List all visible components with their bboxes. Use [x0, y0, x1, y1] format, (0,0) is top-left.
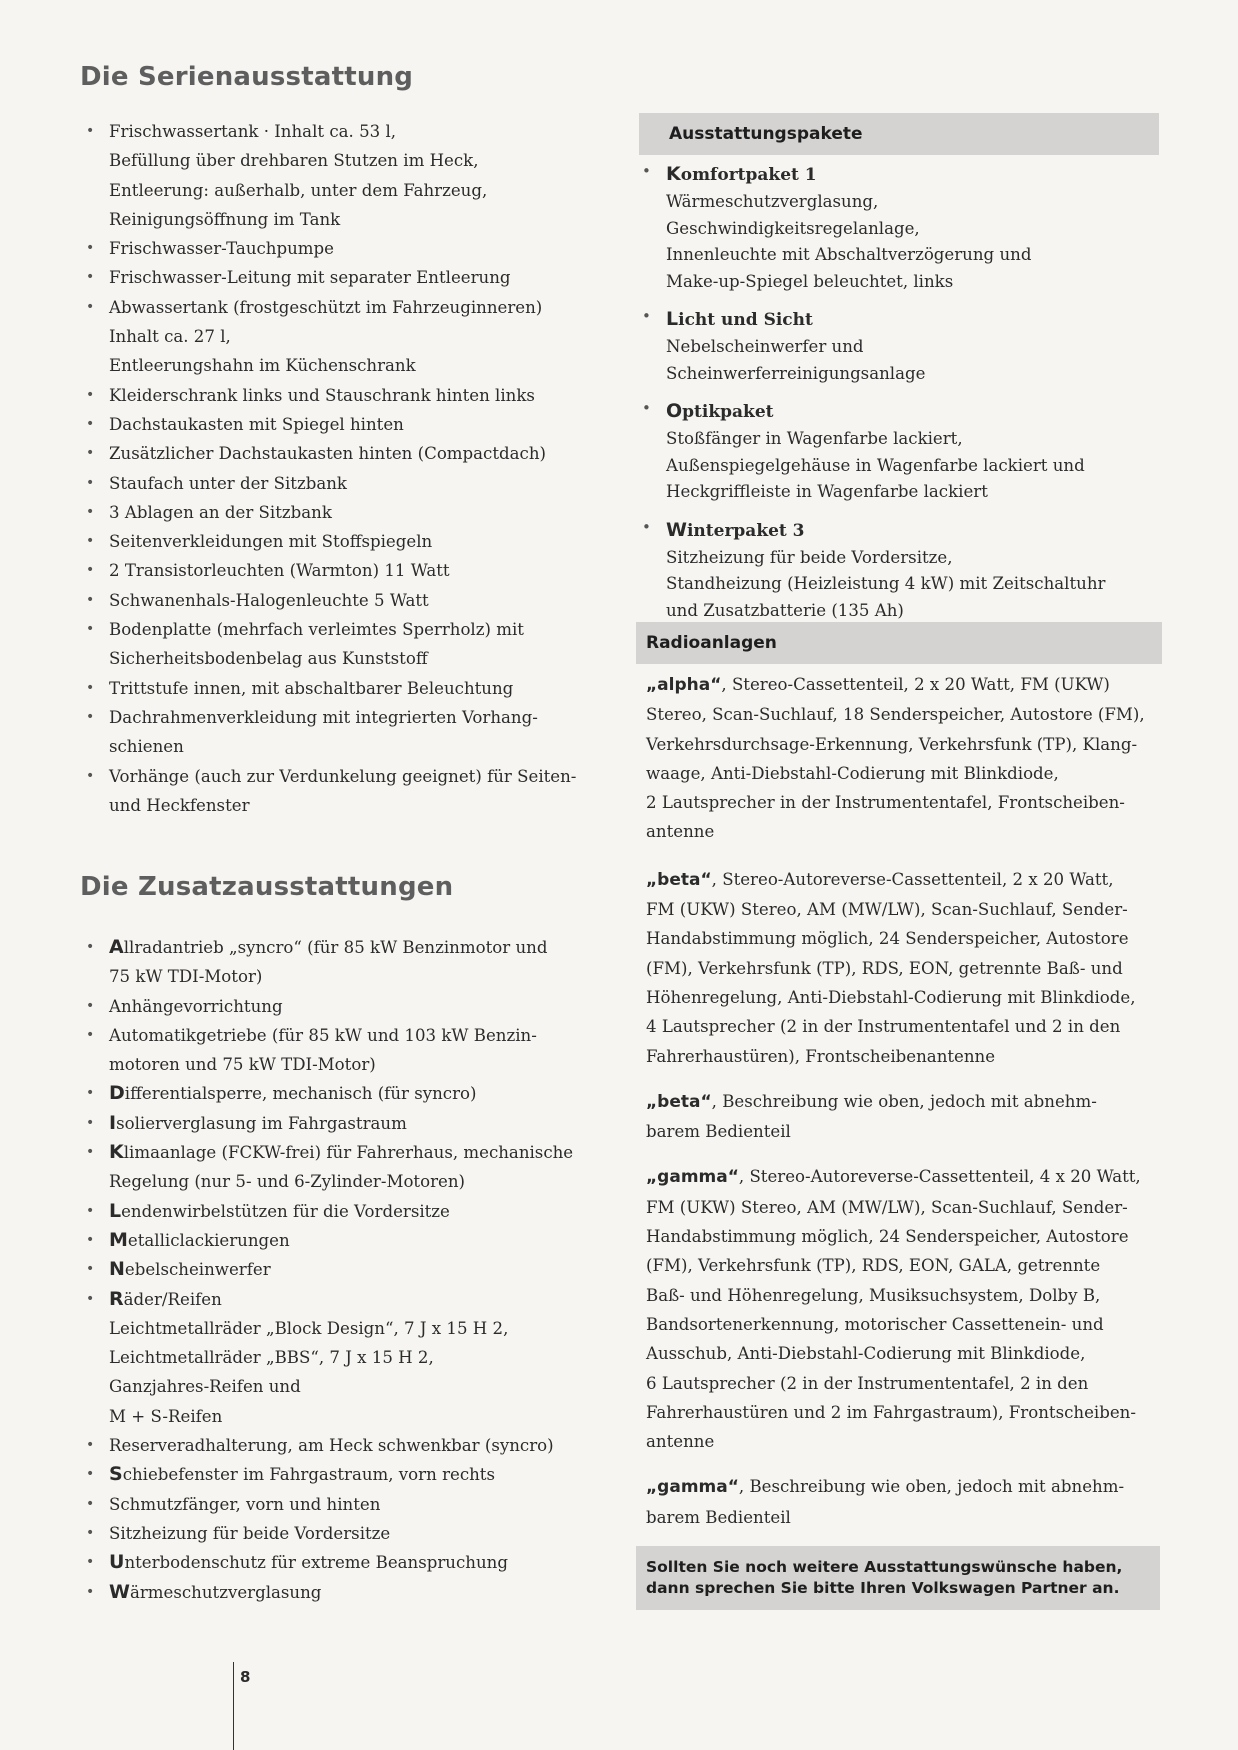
list-item: [80, 674, 620, 703]
list-item-line: • Seitenverkleidungen mit Stoffspiegeln: [109, 532, 433, 552]
radio-line: [646, 759, 1166, 788]
radio-text: Baß- und Höhenregelung, Musiksuchsystem, Dolby B,: [646, 1285, 1101, 1305]
list-item-line: Inhalt ca. 27 l,: [109, 327, 231, 347]
list-item: [80, 234, 620, 263]
list-item: [80, 992, 620, 1021]
package-line: Heckgriffleiste in Wagenfarbe lackiert: [666, 482, 988, 501]
radio-line: [646, 895, 1166, 924]
list-item-line: [109, 1255, 620, 1284]
list-item-line: Entleerung: außerhalb, unter dem Fahrzeug,: [109, 180, 488, 200]
list-item-line: [109, 1314, 620, 1343]
radio-entry: [646, 865, 1166, 1071]
package-item: [636, 516, 1166, 625]
list-item-text: Automatikgetriebe (für 85 kW und 103 kW Benzin-: [109, 1025, 537, 1045]
list-item-line: [109, 1197, 620, 1226]
radio-text: , Beschreibung wie oben, jedoch mit abnehm-: [738, 1477, 1125, 1497]
initial-letter: K: [109, 1141, 124, 1164]
package-line: Sitzheizung für beide Vordersitze,: [666, 547, 953, 567]
radio-name: „beta“: [646, 869, 712, 890]
list-item-line: [109, 1578, 620, 1607]
list-item-line: [109, 962, 620, 991]
list-item: [80, 1548, 620, 1577]
list-item-text: Ganzjahres-Reifen und: [109, 1377, 301, 1397]
package-line: Wärmeschutzverglasung,: [666, 192, 879, 211]
list-item-line: [109, 933, 620, 962]
serien-list: [80, 117, 620, 820]
radio-line: [646, 983, 1166, 1012]
radio-line: [646, 1472, 1166, 1502]
radio-line: [646, 1117, 1166, 1146]
note-line: Sollten Sie noch weitere Ausstattungswünsche haben,: [646, 1558, 1123, 1576]
package-item: [636, 305, 1166, 387]
package-line: Außenspiegelgehäuse in Wagenfarbe lackiert und: [666, 455, 1085, 475]
list-item-line: • 2 Transistorleuchten (Warmton) 11 Watt: [109, 561, 450, 581]
list-item: [80, 381, 620, 410]
list-item: [80, 615, 620, 674]
package-title-text: icht und Sicht: [678, 310, 813, 330]
radio-text: , Beschreibung wie oben, jedoch mit abnehm-: [711, 1091, 1097, 1111]
radio-text: Handabstimmung möglich, 24 Senderspeicher, Autostore: [646, 1227, 1129, 1247]
list-item-line: • Zusätzlicher Dachstaukasten hinten (Compactdach): [109, 444, 546, 464]
list-item-line: • Frischwasser-Tauchpumpe: [109, 239, 334, 259]
list-item-line: • Frischwassertank · Inhalt ca. 53 l,: [109, 122, 397, 141]
list-item-line: [109, 1079, 620, 1108]
radio-text: waage, Anti-Diebstahl-Codierung mit Blinkdiode,: [646, 763, 1059, 783]
radio-line: [646, 788, 1166, 817]
radio-text: barem Bedienteil: [646, 1122, 791, 1142]
list-item: [80, 1109, 620, 1138]
list-item-text: solierverglasung im Fahrgastraum: [116, 1113, 407, 1133]
list-item-line: Befüllung über drehbaren Stutzen im Heck,: [109, 151, 479, 171]
list-item-text: Reserveradhalterung, am Heck schwenkbar (syncro): [109, 1436, 554, 1456]
package-item: [636, 160, 1166, 295]
initial-letter: M: [109, 1228, 128, 1251]
initial-letter: L: [109, 1199, 122, 1222]
list-item: [80, 1138, 620, 1197]
list-item-text: ifferentialsperre, mechanisch (für syncro): [124, 1084, 477, 1104]
radio-text: 6 Lautsprecher (2 in der Instrumententafel, 2 in den: [646, 1373, 1089, 1393]
initial-letter: U: [109, 1551, 125, 1574]
list-item: [80, 117, 620, 234]
list-item: [80, 1578, 620, 1607]
package-line: Scheinwerferreinigungsanlage: [666, 363, 926, 383]
initial-letter: D: [109, 1082, 125, 1105]
list-item-line: • Abwassertank (frostgeschützt im Fahrzeuginneren): [109, 297, 543, 317]
list-item-text: äder/Reifen: [123, 1289, 222, 1309]
radio-line: [646, 730, 1166, 759]
radio-line: [646, 1427, 1166, 1456]
radio-text: Stereo, Scan-Suchlauf, 18 Senderspeicher, Autostore (FM),: [646, 705, 1145, 725]
list-item: [80, 1519, 620, 1548]
radio-text: Fahrerhaustüren und 2 im Fahrgastraum), Frontscheiben-: [646, 1402, 1136, 1422]
page-number: 8: [240, 1668, 251, 1686]
radio-text: antenne: [646, 1432, 715, 1452]
radio-line: [646, 1251, 1166, 1280]
radio-entry: [646, 1472, 1166, 1532]
package-item: [636, 397, 1166, 506]
list-item: [80, 410, 620, 439]
radio-text: antenne: [646, 822, 715, 842]
list-item-line: • Dachrahmenverkleidung mit integrierten Vorhang-: [109, 707, 538, 727]
radio-name: „beta“: [646, 1091, 712, 1112]
list-item-text: Sitzheizung für beide Vordersitze: [109, 1523, 391, 1543]
radio-line: [646, 1310, 1166, 1339]
radio-line: [646, 1222, 1166, 1251]
list-item-text: chiebefenster im Fahrgastraum, vorn rechts: [122, 1465, 495, 1485]
radio-line: [646, 1398, 1166, 1427]
initial-letter: K: [666, 163, 681, 185]
radio-text: Handabstimmung möglich, 24 Senderspeicher, Autostore: [646, 929, 1129, 949]
list-item: [80, 1285, 620, 1431]
list-item: [80, 1079, 620, 1108]
list-item-text: Leichtmetallräder „BBS“, 7 J x 15 H 2,: [109, 1348, 434, 1368]
pakete-list: [636, 160, 1166, 634]
list-item-line: [109, 1548, 620, 1577]
package-title: [666, 160, 1166, 189]
package-title-text: ptikpaket: [682, 402, 774, 422]
list-item-line: [109, 1431, 620, 1460]
package-line: Make-up-Spiegel beleuchtet, links: [666, 271, 954, 291]
note-line: dann sprechen Sie bitte Ihren Volkswagen Partner an.: [646, 1579, 1120, 1597]
radio-entry: [646, 1162, 1166, 1456]
radio-text: (FM), Verkehrsfunk (TP), RDS, EON, GALA, getrennte: [646, 1256, 1101, 1276]
list-item: [80, 1255, 620, 1284]
radio-text: barem Bedienteil: [646, 1507, 791, 1527]
initial-letter: O: [666, 400, 683, 422]
list-item-line: [109, 1460, 620, 1489]
list-item-text: Regelung (nur 5- und 6-Zylinder-Motoren): [109, 1172, 466, 1192]
radio-entry: [646, 1087, 1166, 1147]
package-line: Nebelscheinwerfer und: [666, 337, 864, 356]
radio-list: [646, 670, 1166, 1532]
list-item-line: [109, 1050, 620, 1079]
list-item-line: • Kleiderschrank links und Stauschrank hinten links: [109, 385, 535, 405]
package-title-text: omfortpaket 1: [680, 165, 817, 185]
list-item-line: • Frischwasser-Leitung mit separater Entleerung: [109, 268, 511, 288]
list-item-line: [109, 1519, 620, 1548]
package-line: Innenleuchte mit Abschaltverzögerung und: [666, 245, 1032, 264]
initial-letter: A: [109, 936, 124, 958]
radio-text: , Stereo-Autoreverse-Cassettenteil, 2 x 20 Watt,: [711, 869, 1114, 889]
list-item-line: • 3 Ablagen an der Sitzbank: [109, 502, 332, 522]
list-item: [80, 933, 620, 992]
list-item-line: [109, 1021, 620, 1050]
radio-text: Bandsortenerkennung, motorischer Cassettenein- und: [646, 1314, 1104, 1334]
list-item-text: endenwirbelstützen für die Vordersitze: [121, 1201, 450, 1221]
list-item-text: Anhängevorrichtung: [109, 996, 283, 1016]
radio-name: „gamma“: [646, 1167, 739, 1188]
list-item: [80, 703, 620, 762]
list-item-line: [109, 992, 620, 1021]
page-rule: [233, 1662, 234, 1750]
initial-letter: L: [666, 308, 679, 330]
list-item: [80, 1226, 620, 1255]
radio-line: [646, 1087, 1166, 1117]
list-item-line: [109, 1285, 620, 1314]
list-item-line: [109, 1490, 620, 1519]
list-item-text: Leichtmetallräder „Block Design“, 7 J x 15 H 2,: [109, 1318, 509, 1338]
initial-letter: W: [666, 518, 687, 541]
radio-line: [646, 700, 1166, 729]
list-item-line: [109, 1343, 620, 1372]
list-item: [80, 762, 620, 821]
list-item-line: [109, 1138, 620, 1167]
radio-name: „gamma“: [646, 1477, 739, 1498]
radio-text: , Stereo-Autoreverse-Cassettenteil, 4 x 20 Watt,: [738, 1167, 1141, 1187]
package-title: [666, 516, 1166, 545]
radio-text: 4 Lautsprecher (2 in der Instrumententafel und 2 in den: [646, 1017, 1121, 1037]
list-item-line: schienen: [109, 737, 184, 757]
initial-letter: W: [109, 1580, 130, 1603]
list-item: [80, 586, 620, 615]
radio-line: [646, 1162, 1166, 1192]
list-item-text: limaanlage (FCKW-frei) für Fahrerhaus, mechanische: [123, 1143, 574, 1163]
radio-line: [646, 1503, 1166, 1532]
initial-letter: I: [109, 1111, 117, 1134]
radio-line: [646, 1012, 1166, 1041]
list-item-line: [109, 1402, 620, 1431]
zusatz-heading: Die Zusatzausstattungen: [80, 872, 454, 902]
list-item-text: motoren und 75 kW TDI-Motor): [109, 1055, 376, 1075]
initial-letter: R: [109, 1287, 124, 1310]
list-item-line: [109, 1372, 620, 1401]
list-item-text: llradantrieb „syncro“ (für 85 kW Benzinmotor und: [123, 938, 548, 957]
radio-text: , Stereo-Cassettenteil, 2 x 20 Watt, FM (UKW): [721, 675, 1110, 694]
list-item-line: • Staufach unter der Sitzbank: [109, 473, 347, 493]
radio-text: Höhenregelung, Anti-Diebstahl-Codierung mit Blinkdiode,: [646, 987, 1136, 1007]
list-item-text: M + S-Reifen: [109, 1406, 223, 1426]
list-item-line: Entleerungshahn im Küchenschrank: [109, 356, 416, 376]
list-item-text: ärmeschutzverglasung: [129, 1582, 322, 1602]
package-line: Geschwindigkeitsregelanlage,: [666, 218, 920, 238]
list-item: [80, 527, 620, 556]
initial-letter: S: [109, 1463, 123, 1486]
list-item-text: nterbodenschutz für extreme Beanspruchung: [124, 1553, 508, 1573]
serien-heading: Die Serienausstattung: [80, 62, 414, 92]
radio-line: [646, 924, 1166, 953]
radio-line: [646, 865, 1166, 895]
radio-text: FM (UKW) Stereo, AM (MW/LW), Scan-Suchlauf, Sender-: [646, 900, 1128, 920]
list-item-text: Schmutzfänger, vorn und hinten: [109, 1494, 381, 1514]
radio-line: [646, 1042, 1166, 1071]
contact-note: [636, 1546, 1160, 1610]
radio-text: Verkehrsdurchsage-Erkennung, Verkehrsfunk (TP), Klang-: [646, 734, 1138, 754]
package-title-text: interpaket 3: [686, 520, 805, 541]
radio-text: Fahrerhaustüren), Frontscheibenantenne: [646, 1046, 996, 1066]
list-item-line: • Bodenplatte (mehrfach verleimtes Sperrholz) mit: [109, 620, 524, 640]
package-line: Stoßfänger in Wagenfarbe lackiert,: [666, 429, 963, 448]
package-title: [666, 305, 1166, 334]
list-item-line: Reinigungsöffnung im Tank: [109, 209, 341, 229]
radio-text: FM (UKW) Stereo, AM (MW/LW), Scan-Suchlauf, Sender-: [646, 1197, 1128, 1217]
list-item-line: [109, 1226, 620, 1255]
radio-name: „alpha“: [646, 675, 722, 695]
radio-line: [646, 1339, 1166, 1368]
list-item-line: [109, 1109, 620, 1138]
package-title: [666, 397, 1166, 426]
list-item-line: • Trittstufe innen, mit abschaltbarer Beleuchtung: [109, 678, 514, 698]
list-item: [80, 439, 620, 468]
list-item-line: [109, 1167, 620, 1196]
radio-entry: [646, 670, 1166, 847]
radio-line: [646, 1193, 1166, 1222]
radio-line: [646, 817, 1166, 846]
zusatz-list: [80, 933, 620, 1607]
list-item: [80, 263, 620, 292]
list-item-text: ebelscheinwerfer: [124, 1260, 271, 1280]
radio-text: 2 Lautsprecher in der Instrumententafel, Frontscheiben-: [646, 793, 1125, 813]
radio-text: Ausschub, Anti-Diebstahl-Codierung mit Blinkdiode,: [646, 1344, 1086, 1364]
list-item-line: • Dachstaukasten mit Spiegel hinten: [109, 414, 404, 434]
list-item: [80, 556, 620, 585]
list-item: [80, 1431, 620, 1460]
initial-letter: N: [109, 1258, 125, 1281]
list-item-line: • Schwanenhals-Halogenleuchte 5 Watt: [109, 590, 429, 610]
radio-line: [646, 954, 1166, 983]
list-item: [80, 293, 620, 381]
radio-text: (FM), Verkehrsfunk (TP), RDS, EON, getrennte Baß- und: [646, 958, 1123, 978]
list-item-line: Sicherheitsbodenbelag aus Kunststoff: [109, 649, 428, 669]
package-line: und Zusatzbatterie (135 Ah): [666, 600, 904, 620]
list-item-text: etalliclackierungen: [127, 1230, 290, 1250]
radio-line: [646, 1369, 1166, 1398]
list-item: [80, 1197, 620, 1226]
list-item: [80, 498, 620, 527]
list-item-line: und Heckfenster: [109, 795, 250, 815]
list-item: [80, 1021, 620, 1080]
list-item: [80, 1460, 620, 1489]
list-item-line: • Vorhänge (auch zur Verdunkelung geeignet) für Seiten-: [109, 766, 577, 786]
list-item: [80, 469, 620, 498]
package-line: Standheizung (Heizleistung 4 kW) mit Zeitschaltuhr: [666, 574, 1106, 593]
radio-heading: Radioanlagen: [636, 622, 1162, 664]
pakete-heading: Ausstattungspakete: [639, 113, 1159, 155]
radio-line: [646, 1281, 1166, 1310]
list-item: [80, 1490, 620, 1519]
radio-line: [646, 670, 1166, 700]
list-item-text: 75 kW TDI-Motor): [109, 967, 263, 987]
